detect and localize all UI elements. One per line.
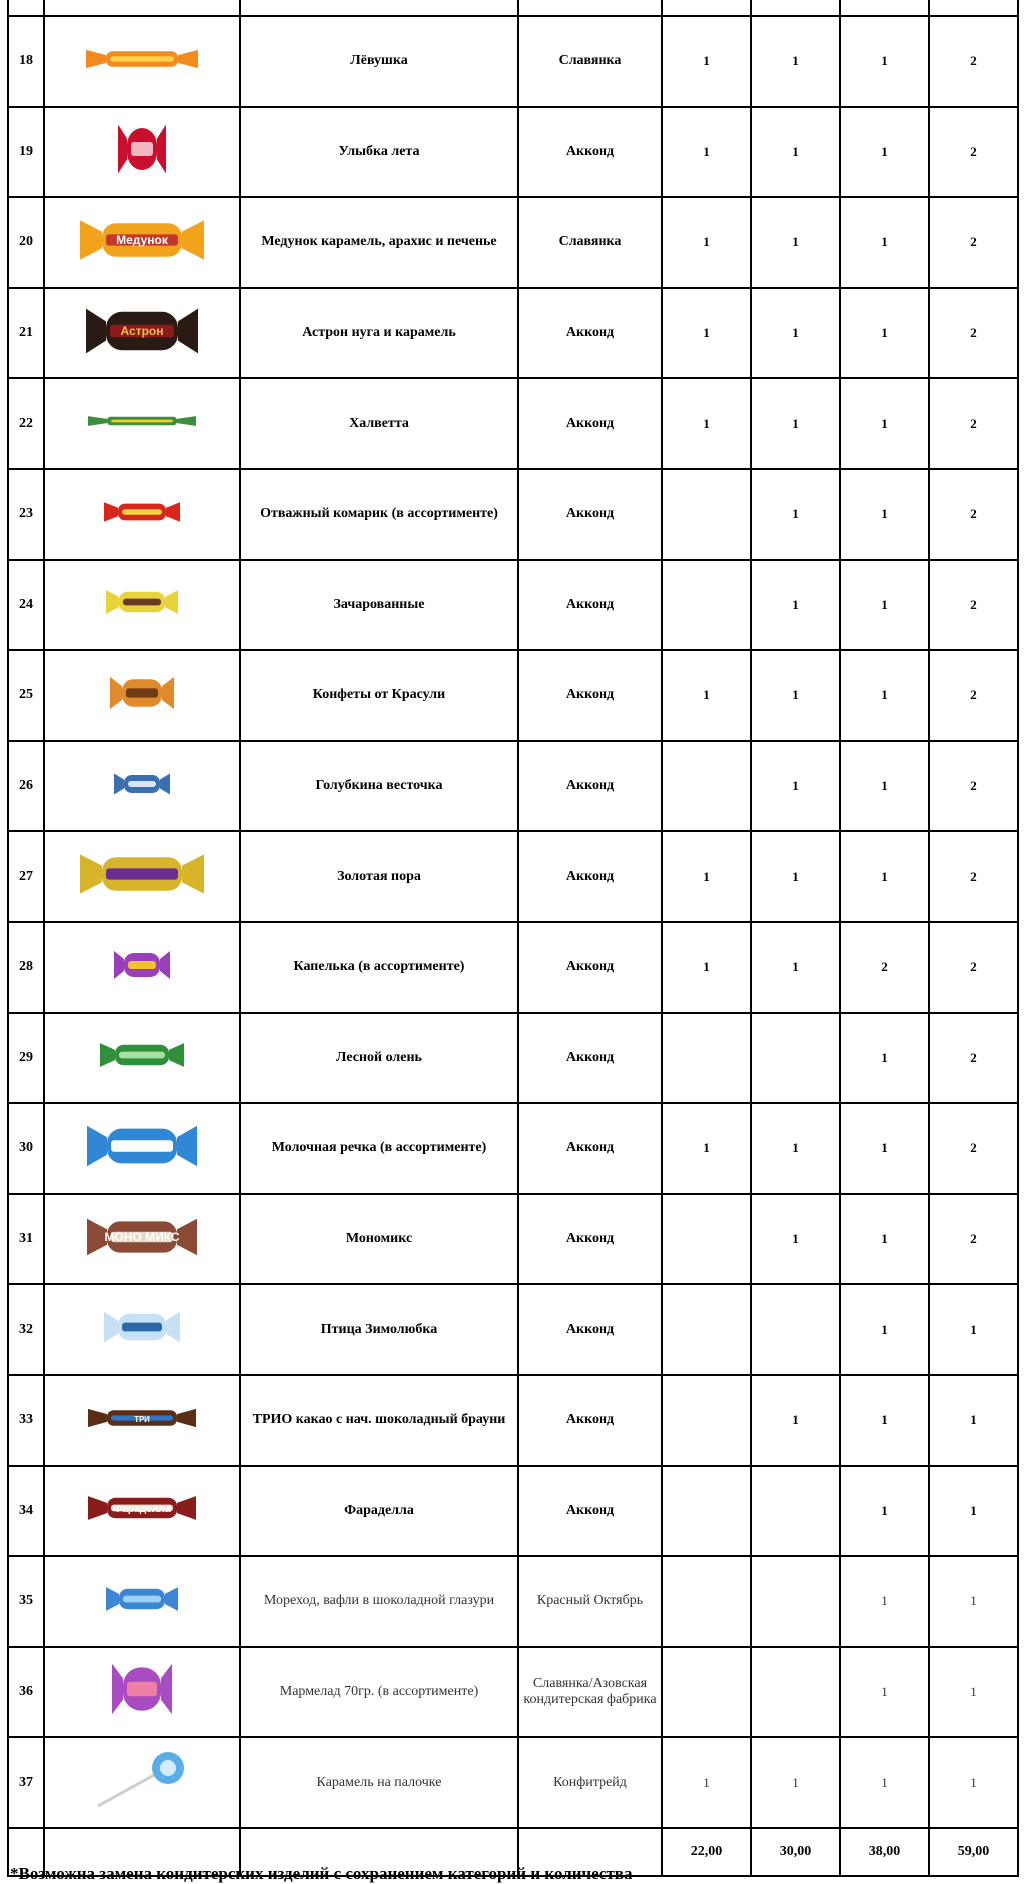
table-row xyxy=(8,16,1018,107)
product-image-cell xyxy=(44,107,240,198)
candy-levushka-icon xyxy=(86,46,198,77)
product-name: Улыбка лета xyxy=(240,107,518,198)
candy-halvetta-icon xyxy=(88,414,196,433)
quantity-4: 2 xyxy=(929,650,1018,741)
quantity-4: 2 xyxy=(929,1103,1018,1194)
product-image-cell xyxy=(44,16,240,107)
table-row xyxy=(8,288,1018,379)
total-3: 38,00 xyxy=(840,1828,929,1876)
row-number: 31 xyxy=(8,1194,44,1285)
candy-molochnaya-rechka-icon xyxy=(87,1117,197,1180)
quantity-3: 1 xyxy=(840,1013,929,1104)
quantity-2 xyxy=(751,1013,840,1104)
quantity-1 xyxy=(662,1194,751,1285)
product-name: Капелька (в ассортименте) xyxy=(240,922,518,1013)
quantity-1 xyxy=(662,469,751,560)
manufacturer: Славянка xyxy=(518,16,662,107)
quantity-1: 1 xyxy=(662,107,751,198)
product-name: Лёвушка xyxy=(240,16,518,107)
product-name: Мономикс xyxy=(240,1194,518,1285)
quantity-2: 1 xyxy=(751,1103,840,1194)
quantity-3: 1 xyxy=(840,288,929,379)
product-name: Отважный комарик (в ассортименте) xyxy=(240,469,518,560)
product-image-cell xyxy=(44,650,240,741)
row-number: 21 xyxy=(8,288,44,379)
candy-zacharovannye-icon xyxy=(106,585,178,624)
quantity-4: 2 xyxy=(929,378,1018,469)
manufacturer: Акконд xyxy=(518,469,662,560)
manufacturer: Акконд xyxy=(518,1194,662,1285)
quantity-2: 1 xyxy=(751,560,840,651)
quantity-2 xyxy=(751,1466,840,1557)
quantity-2: 1 xyxy=(751,288,840,379)
quantity-4: 1 xyxy=(929,1647,1018,1738)
candy-morehod-icon xyxy=(106,1582,178,1621)
row-number: 37 xyxy=(8,1737,44,1828)
manufacturer: Конфитрейд xyxy=(518,1737,662,1828)
product-image-cell xyxy=(44,1284,240,1375)
quantity-4: 2 xyxy=(929,288,1018,379)
quantity-2: 1 xyxy=(751,831,840,922)
quantity-2: 1 xyxy=(751,741,840,832)
product-image-cell xyxy=(44,1375,240,1466)
quantity-3: 1 xyxy=(840,1284,929,1375)
quantity-2: 1 xyxy=(751,197,840,288)
quantity-1: 1 xyxy=(662,197,751,288)
candy-lollipop-icon xyxy=(94,1750,190,1815)
candy-trio-icon xyxy=(88,1405,196,1436)
product-name: Золотая пора xyxy=(240,831,518,922)
quantity-1 xyxy=(662,1375,751,1466)
quantity-4: 1 xyxy=(929,1375,1018,1466)
product-name: Карамель на палочке xyxy=(240,1737,518,1828)
product-image-cell xyxy=(44,1194,240,1285)
table-row xyxy=(8,1284,1018,1375)
table-row-partial xyxy=(8,0,1018,16)
svg-text:Астрон: Астрон xyxy=(120,323,164,338)
product-name: Конфеты от Красули xyxy=(240,650,518,741)
row-number: 24 xyxy=(8,560,44,651)
row-number: 30 xyxy=(8,1103,44,1194)
quantity-1 xyxy=(662,1284,751,1375)
quantity-1: 1 xyxy=(662,288,751,379)
quantity-1: 1 xyxy=(662,650,751,741)
quantity-4: 1 xyxy=(929,1737,1018,1828)
manufacturer: Славянка/Азовская кондитерская фабрика xyxy=(518,1647,662,1738)
quantity-4: 2 xyxy=(929,831,1018,922)
product-name: ТРИО какао с нач. шоколадный брауни xyxy=(240,1375,518,1466)
quantity-4: 2 xyxy=(929,1013,1018,1104)
quantity-3: 1 xyxy=(840,741,929,832)
quantity-3: 1 xyxy=(840,1647,929,1738)
manufacturer: Акконд xyxy=(518,107,662,198)
candy-krasuli-icon xyxy=(110,670,174,721)
quantity-3: 1 xyxy=(840,107,929,198)
quantity-1: 1 xyxy=(662,922,751,1013)
product-image-cell xyxy=(44,1466,240,1557)
footnote: *Возможна замена кондитерских изделий с сохранением категорий и количества xyxy=(10,1864,633,1883)
candy-lesnoy-olen-icon xyxy=(100,1038,184,1077)
product-image-cell xyxy=(44,1103,240,1194)
candy-komarik-icon xyxy=(104,498,180,531)
quantity-3: 1 xyxy=(840,650,929,741)
row-number: 29 xyxy=(8,1013,44,1104)
manufacturer: Акконд xyxy=(518,741,662,832)
quantity-1: 1 xyxy=(662,831,751,922)
product-image-cell xyxy=(44,741,240,832)
manufacturer: Акконд xyxy=(518,831,662,922)
product-image-cell xyxy=(44,1647,240,1738)
row-number: 18 xyxy=(8,16,44,107)
quantity-4: 2 xyxy=(929,922,1018,1013)
row-number: 26 xyxy=(8,741,44,832)
product-image-cell xyxy=(44,1737,240,1828)
quantity-3: 1 xyxy=(840,197,929,288)
product-name: Голубкина весточка xyxy=(240,741,518,832)
candy-ptitsa-icon xyxy=(104,1305,180,1354)
candy-marmelad-icon xyxy=(112,1653,172,1730)
quantity-2: 1 xyxy=(751,469,840,560)
row-number: 23 xyxy=(8,469,44,560)
quantity-2: 1 xyxy=(751,107,840,198)
product-image-cell xyxy=(44,1013,240,1104)
manufacturer: Акконд xyxy=(518,1013,662,1104)
product-name: Мармелад 70гр. (в ассортименте) xyxy=(240,1647,518,1738)
quantity-4: 2 xyxy=(929,560,1018,651)
total-2: 30,00 xyxy=(751,1828,840,1876)
product-image-cell xyxy=(44,378,240,469)
candy-table xyxy=(7,0,1019,1877)
manufacturer: Акконд xyxy=(518,922,662,1013)
manufacturer: Акконд xyxy=(518,378,662,469)
quantity-1: 1 xyxy=(662,1103,751,1194)
product-name: Лесной олень xyxy=(240,1013,518,1104)
quantity-4: 1 xyxy=(929,1556,1018,1647)
quantity-3: 1 xyxy=(840,831,929,922)
quantity-4: 2 xyxy=(929,741,1018,832)
table-row xyxy=(8,469,1018,560)
quantity-2 xyxy=(751,1647,840,1738)
svg-text:Медунок: Медунок xyxy=(116,232,168,247)
quantity-2: 1 xyxy=(751,16,840,107)
quantity-2: 1 xyxy=(751,1194,840,1285)
row-number: 19 xyxy=(8,107,44,198)
table-row xyxy=(8,1737,1018,1828)
table-row xyxy=(8,922,1018,1013)
quantity-2 xyxy=(751,1284,840,1375)
product-image-cell xyxy=(44,560,240,651)
table-row xyxy=(8,1375,1018,1466)
quantity-2: 1 xyxy=(751,378,840,469)
quantity-1 xyxy=(662,741,751,832)
row-number: 33 xyxy=(8,1375,44,1466)
table-row xyxy=(8,1556,1018,1647)
table-row xyxy=(8,650,1018,741)
quantity-3: 1 xyxy=(840,16,929,107)
quantity-2 xyxy=(751,1556,840,1647)
quantity-1: 1 xyxy=(662,1737,751,1828)
total-4: 59,00 xyxy=(929,1828,1018,1876)
product-image-cell xyxy=(44,469,240,560)
quantity-2: 1 xyxy=(751,1737,840,1828)
product-name: Фараделла xyxy=(240,1466,518,1557)
product-name: Мореход, вафли в шоколадной глазури xyxy=(240,1556,518,1647)
product-name: Птица Зимолюбка xyxy=(240,1284,518,1375)
quantity-2: 1 xyxy=(751,650,840,741)
quantity-3: 1 xyxy=(840,1556,929,1647)
manufacturer: Акконд xyxy=(518,1375,662,1466)
table-row xyxy=(8,1647,1018,1738)
quantity-1 xyxy=(662,1013,751,1104)
quantity-3: 1 xyxy=(840,1466,929,1557)
quantity-4: 2 xyxy=(929,107,1018,198)
quantity-3: 1 xyxy=(840,378,929,469)
quantity-4: 2 xyxy=(929,16,1018,107)
product-name: Халветта xyxy=(240,378,518,469)
candy-astron-icon xyxy=(86,299,198,368)
product-name: Астрон нуга и карамель xyxy=(240,288,518,379)
svg-text:ТРИ: ТРИ xyxy=(134,1414,150,1424)
product-image-cell xyxy=(44,831,240,922)
row-number: 32 xyxy=(8,1284,44,1375)
product-name: Медунок карамель, арахис и печенье xyxy=(240,197,518,288)
manufacturer: Акконд xyxy=(518,560,662,651)
manufacturer: Акконд xyxy=(518,288,662,379)
row-number: 28 xyxy=(8,922,44,1013)
candy-monomiks-icon xyxy=(87,1211,197,1268)
quantity-1: 1 xyxy=(662,378,751,469)
row-number: 34 xyxy=(8,1466,44,1557)
candy-faradella-icon xyxy=(88,1491,196,1530)
quantity-1 xyxy=(662,1647,751,1738)
product-image-cell xyxy=(44,288,240,379)
manufacturer: Акконд xyxy=(518,1284,662,1375)
candy-zolotaya-pora-icon xyxy=(80,846,204,907)
product-image-cell xyxy=(44,1556,240,1647)
quantity-4: 1 xyxy=(929,1466,1018,1557)
svg-text:Фараделла: Фараделла xyxy=(113,1504,171,1516)
manufacturer: Красный Октябрь xyxy=(518,1556,662,1647)
candy-kapelka-icon xyxy=(114,945,170,990)
total-1: 22,00 xyxy=(662,1828,751,1876)
quantity-3: 1 xyxy=(840,560,929,651)
quantity-1 xyxy=(662,1556,751,1647)
quantity-1 xyxy=(662,560,751,651)
manufacturer: Акконд xyxy=(518,1466,662,1557)
table-row xyxy=(8,560,1018,651)
quantity-4: 2 xyxy=(929,1194,1018,1285)
table-row xyxy=(8,1103,1018,1194)
row-number: 25 xyxy=(8,650,44,741)
quantity-3: 2 xyxy=(840,922,929,1013)
quantity-4: 1 xyxy=(929,1284,1018,1375)
quantity-4: 2 xyxy=(929,469,1018,560)
quantity-3: 1 xyxy=(840,1103,929,1194)
product-image-cell xyxy=(44,197,240,288)
table-row xyxy=(8,831,1018,922)
table-row xyxy=(8,197,1018,288)
product-name: Молочная речка (в ассортименте) xyxy=(240,1103,518,1194)
row-number: 20 xyxy=(8,197,44,288)
table-row xyxy=(8,741,1018,832)
row-number: 36 xyxy=(8,1647,44,1738)
product-name: Зачарованные xyxy=(240,560,518,651)
table-row xyxy=(8,1194,1018,1285)
candy-golubkina-icon xyxy=(114,769,170,804)
row-number: 35 xyxy=(8,1556,44,1647)
quantity-3: 1 xyxy=(840,1194,929,1285)
candy-medunok-icon xyxy=(80,212,204,273)
quantity-3: 1 xyxy=(840,1375,929,1466)
quantity-3: 1 xyxy=(840,1737,929,1828)
manufacturer: Славянка xyxy=(518,197,662,288)
table-row xyxy=(8,1013,1018,1104)
row-number: 27 xyxy=(8,831,44,922)
table-row xyxy=(8,1466,1018,1557)
table-row xyxy=(8,378,1018,469)
product-image-cell xyxy=(44,922,240,1013)
quantity-4: 2 xyxy=(929,197,1018,288)
quantity-1: 1 xyxy=(662,16,751,107)
quantity-1 xyxy=(662,1466,751,1557)
candy-ulybka-leta-icon xyxy=(118,114,166,189)
quantity-2: 1 xyxy=(751,922,840,1013)
row-number: 22 xyxy=(8,378,44,469)
manufacturer: Акконд xyxy=(518,650,662,741)
quantity-2: 1 xyxy=(751,1375,840,1466)
svg-text:МОНО МИКС: МОНО МИКС xyxy=(104,1229,180,1244)
quantity-3: 1 xyxy=(840,469,929,560)
manufacturer: Акконд xyxy=(518,1103,662,1194)
table-row xyxy=(8,107,1018,198)
